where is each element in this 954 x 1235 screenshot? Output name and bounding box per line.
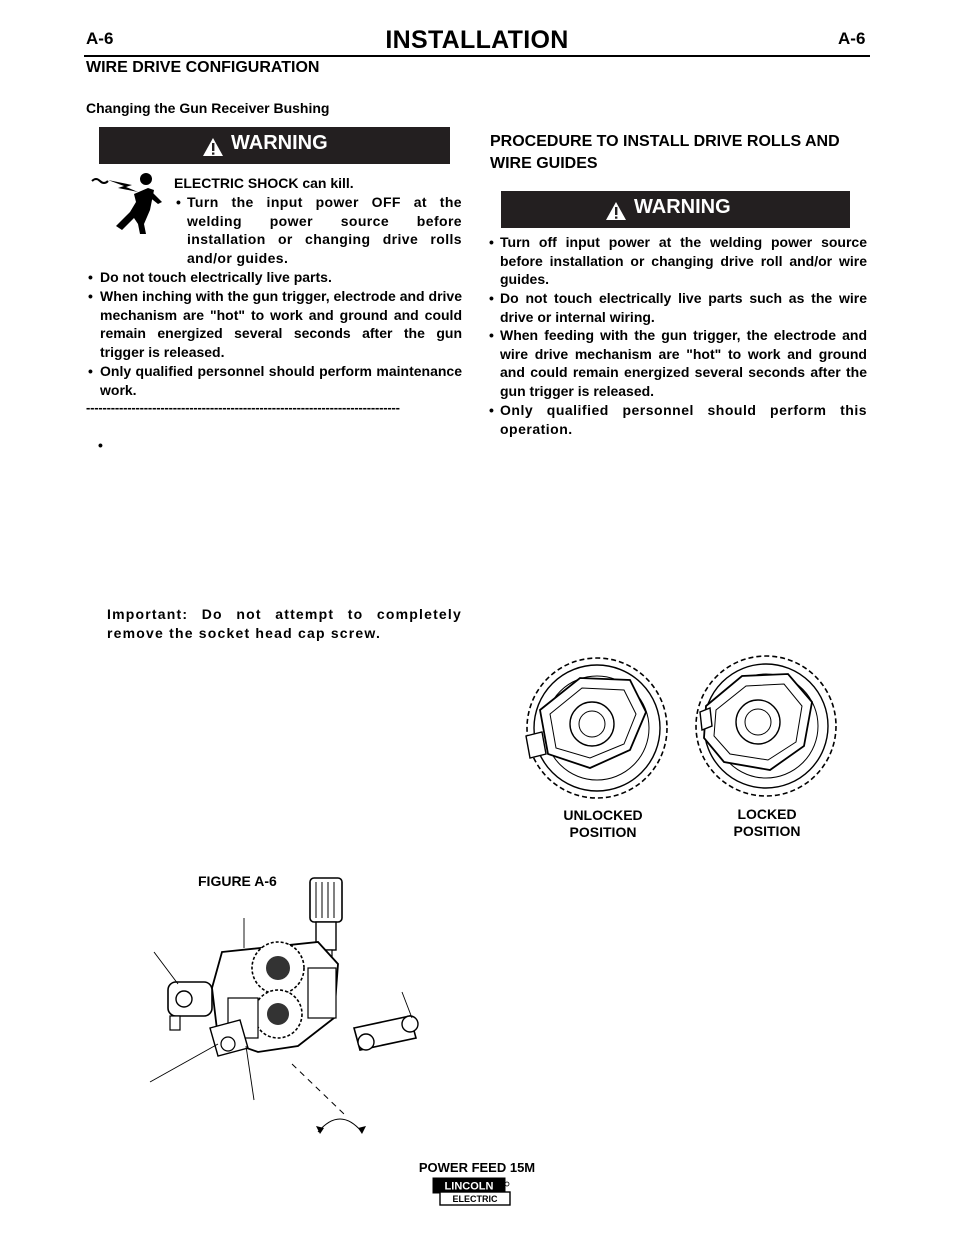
page-title: INSTALLATION — [385, 26, 569, 54]
warning-left-item-4: • Only qualified personnel should perform maintenance work. — [88, 363, 462, 398]
footer-model: POWER FEED 15M — [418, 1160, 536, 1175]
empty-bullet: • — [98, 437, 103, 453]
shock-title: ELECTRIC SHOCK can kill. — [174, 175, 354, 191]
subsection-title: Changing the Gun Receiver Bushing — [86, 100, 330, 116]
separator-line: ---------------------------------------------------------------------------- — [86, 400, 400, 415]
warning-triangle-icon — [605, 201, 627, 221]
section-title: WIRE DRIVE CONFIGURATION — [86, 59, 320, 76]
header-rule — [84, 55, 870, 57]
warning-triangle-icon — [202, 137, 224, 157]
procedure-item-4: • Only qualified personnel should perform this operation. — [489, 402, 867, 437]
page-code-left: A-6 — [86, 29, 114, 48]
unlocked-position-label: UNLOCKED POSITION — [563, 807, 643, 840]
procedure-item-2: • Do not touch electrically live parts such as the wire drive or internal wiring. — [489, 290, 867, 325]
important-note: Important: Do not attempt to completely remove the socket head cap screw. — [107, 606, 462, 641]
procedure-title: PROCEDURE TO INSTALL DRIVE ROLLS AND WIRE GUIDES — [490, 133, 840, 172]
locked-position-label: LOCKED POSITION — [733, 806, 801, 839]
procedure-item-3: • When feeding with the gun trigger, the electrode and wire drive mechanism are "hot" to work and ground and could remain energized several seconds after the gun trigger is released. — [489, 327, 867, 399]
electric-shock-icon — [90, 168, 170, 240]
svg-text:LINCOLN: LINCOLN — [444, 1180, 494, 1193]
warning-left-item-1: • Turn the input power OFF at the welding power source before installation or changing drive rolls and/or guides. — [176, 194, 462, 266]
warning-label: WARNING — [231, 132, 328, 154]
warning-label: WARNING — [634, 196, 731, 218]
drive-roll-unlocked-illustration — [520, 650, 670, 805]
figure-label: FIGURE A-6 — [198, 873, 277, 889]
lincoln-electric-logo — [432, 1177, 512, 1207]
wire-drive-figure — [148, 868, 438, 1140]
warning-banner-left — [99, 127, 450, 164]
svg-text:ELECTRIC: ELECTRIC — [452, 1194, 498, 1204]
page-code-right: A-6 — [838, 29, 866, 48]
warning-left-item-3: • When inching with the gun trigger, electrode and drive mechanism are "hot" to work and ground and could remain energized several seconds after the gun trigger is released. — [88, 288, 462, 360]
drive-roll-locked-illustration — [690, 650, 840, 805]
procedure-item-1: • Turn off input power at the welding power source before installation or changing drive roll and/or wire guides. — [489, 234, 867, 288]
warning-left-item-2: • Do not touch electrically live parts. — [88, 269, 332, 285]
warning-banner-right — [501, 191, 850, 228]
